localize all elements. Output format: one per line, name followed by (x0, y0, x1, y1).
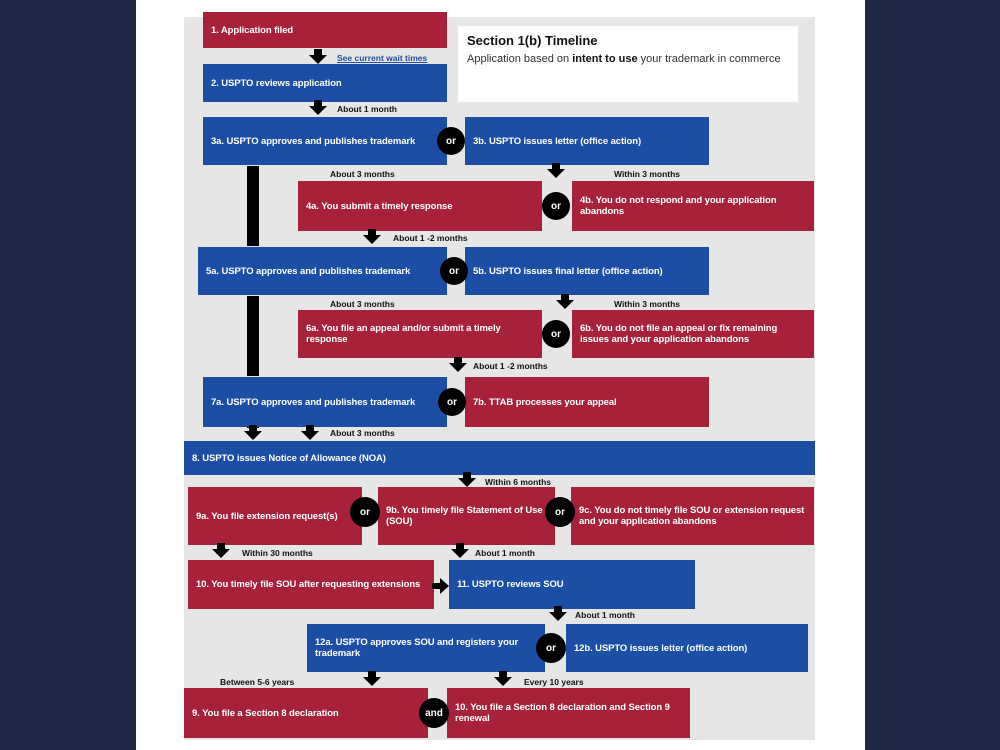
timeline-card (458, 26, 798, 102)
arrow-9a-10 (212, 549, 230, 558)
step-4b-box: 4b. You do not respond and your application abandons (572, 181, 814, 231)
connector-bar-lower (247, 296, 259, 376)
label-about-1-2-months-a: About 1 -2 months (393, 233, 468, 243)
step-section9-box: 10. You file a Section 8 declaration and Section 9 renewal (447, 688, 690, 738)
label-within-3-months-a: Within 3 months (614, 169, 681, 179)
label-about-1-2-months-b: About 1 -2 months (473, 361, 548, 371)
or-connector-9b: or (545, 497, 575, 527)
label-within-30-months: Within 30 months (242, 548, 313, 558)
arrow-8-9 (458, 478, 476, 487)
step-2-box: 2. USPTO reviews application (203, 64, 447, 102)
or-connector-3: or (437, 127, 465, 155)
step-12b-box: 12b. USPTO issues letter (office action) (566, 624, 808, 672)
label-within-6-months: Within 6 months (485, 477, 552, 487)
label-about-1-month-a: About 1 month (337, 104, 397, 114)
label-about-3-months-a: About 3 months (330, 169, 395, 179)
step-10-box: 10. You timely file SOU after requesting extensions (188, 560, 434, 609)
step-6b-box: 6b. You do not file an appeal or fix remaining issues and your application abandons (572, 310, 814, 358)
arrow-9b-11 (451, 549, 469, 558)
arrow-2-3 (309, 106, 327, 115)
arrow-11-12 (549, 612, 567, 621)
or-connector-6: or (542, 320, 570, 348)
arrow-7a-8 (301, 431, 319, 440)
step-9c-box: 9c. You do not timely file SOU or extension request and your application abandons (571, 487, 814, 545)
timeline-title: Section 1(b) Timeline (467, 33, 598, 48)
step-9a-box: 9a. You file extension request(s) (188, 487, 362, 545)
step-8-box: 8. USPTO issues Notice of Allowance (NOA) (184, 441, 815, 475)
arrow-12-s9 (494, 677, 512, 686)
step-7a-box: 7a. USPTO approves and publishes trademark (203, 377, 447, 427)
arrow-6-7 (449, 363, 467, 372)
desc-prefix: Application based on (467, 53, 573, 65)
step-3b-box: 3b. USPTO issues letter (office action) (465, 117, 709, 165)
wait-times-link[interactable]: See current wait times (337, 53, 428, 63)
label-about-3-months-b: About 3 months (330, 299, 395, 309)
step-7b-box: 7b. TTAB processes your appeal (465, 377, 709, 427)
arrow-1-2 (309, 55, 327, 64)
and-connector: and (419, 698, 449, 728)
connector-bar-upper (247, 166, 259, 246)
arrow-4-5 (363, 235, 381, 244)
timeline-description (467, 53, 789, 66)
label-within-3-months-b: Within 3 months (614, 299, 681, 309)
arrow-bar-8 (244, 431, 262, 440)
step-5a-box: 5a. USPTO approves and publishes trademark (198, 247, 447, 295)
desc-bold: intent to use (572, 53, 638, 65)
step-3a-box: 3a. USPTO approves and publishes trademark (203, 117, 447, 165)
label-about-3-months-c: About 3 months (330, 428, 395, 438)
arrow-12-s8 (363, 677, 381, 686)
step-4a-box: 4a. You submit a timely response (298, 181, 542, 231)
label-every-10-years: Every 10 years (524, 677, 584, 687)
step-9b-box: 9b. You timely file Statement of Use (SOU) (378, 487, 555, 545)
or-connector-5: or (440, 257, 468, 285)
label-about-1-month-c: About 1 month (575, 610, 635, 620)
or-connector-7: or (438, 388, 466, 416)
label-between-5-6-years: Between 5-6 years (220, 677, 295, 687)
arrow-10-11 (440, 578, 449, 594)
arrow-3b-4 (547, 169, 565, 178)
step-5b-box: 5b. USPTO issues final letter (office action) (465, 247, 709, 295)
step-12a-box: 12a. USPTO approves SOU and registers your trademark (307, 624, 545, 672)
desc-suffix: your trademark in commerce (637, 53, 781, 65)
label-about-1-month-b: About 1 month (475, 548, 535, 558)
step-6a-box: 6a. You file an appeal and/or submit a timely response (298, 310, 542, 358)
step-section8-box: 9. You file a Section 8 declaration (184, 688, 428, 738)
or-connector-9a: or (350, 497, 380, 527)
or-connector-12: or (536, 633, 566, 663)
arrow-5b-6 (556, 300, 574, 309)
step-1-box: 1. Application filed (203, 12, 447, 48)
step-11-box: 11. USPTO reviews SOU (449, 560, 695, 609)
or-connector-4: or (542, 192, 570, 220)
